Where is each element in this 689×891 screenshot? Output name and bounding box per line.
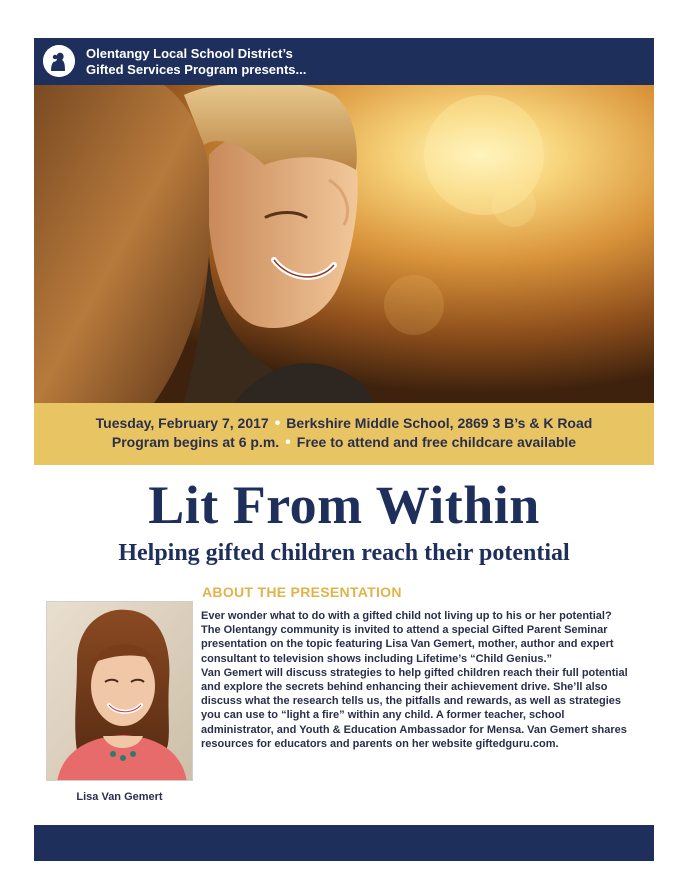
separator-dot: • [274, 415, 281, 432]
speaker-portrait-photo [46, 601, 193, 781]
header-text [86, 46, 306, 78]
about-heading: ABOUT THE PRESENTATION [202, 584, 402, 600]
footer-bar [34, 825, 654, 861]
flyer-subtitle: Helping gifted children reach their potential [118, 540, 570, 566]
event-time: Program begins at 6 p.m. [111, 434, 280, 450]
event-line-1 [34, 414, 654, 433]
event-date: Tuesday, February 7, 2017 [95, 415, 269, 431]
about-paragraph-1: Ever wonder what to do with a gifted child not living up to his or her potential? The Olentangy community is invited to attend a special Gifted Parent Seminar presentation on the topic featuring Lisa Van Gemert, mother, author and expert consultant to television shows including Lifetime’s “Child Genius.” [201, 610, 614, 665]
about-paragraph-2: Van Gemert will discuss strategies to help gifted children reach their full potential and explore the secrets behind enhancing their achievement drive. She’ll also discuss what the research tells us, the pitfalls and rewards, as well as strategies you can use to “light a fire” within any child. A former teacher, school administrator, and Youth & Education Ambassador for Mensa. Van Gemert shares resources for educators and parents on her website giftedguru.com. [201, 666, 628, 750]
flyer [34, 38, 654, 861]
event-line-2 [34, 433, 654, 452]
event-info-band [34, 403, 654, 465]
header-line-2: Gifted Services Program presents... [86, 62, 307, 77]
district-logo-icon [43, 45, 75, 77]
separator-dot: • [285, 434, 291, 451]
event-location: Berkshire Middle School, 2869 3 B’s & K Road [286, 415, 593, 431]
header-line-1: Olentangy Local School District’s [86, 46, 293, 61]
event-cost: Free to attend and free childcare available [296, 434, 577, 450]
speaker-caption: Lisa Van Gemert [76, 791, 163, 803]
header-bar [34, 38, 654, 85]
hero-photo [34, 85, 654, 403]
about-body [201, 609, 631, 751]
flyer-title: Lit From Within [148, 475, 540, 535]
